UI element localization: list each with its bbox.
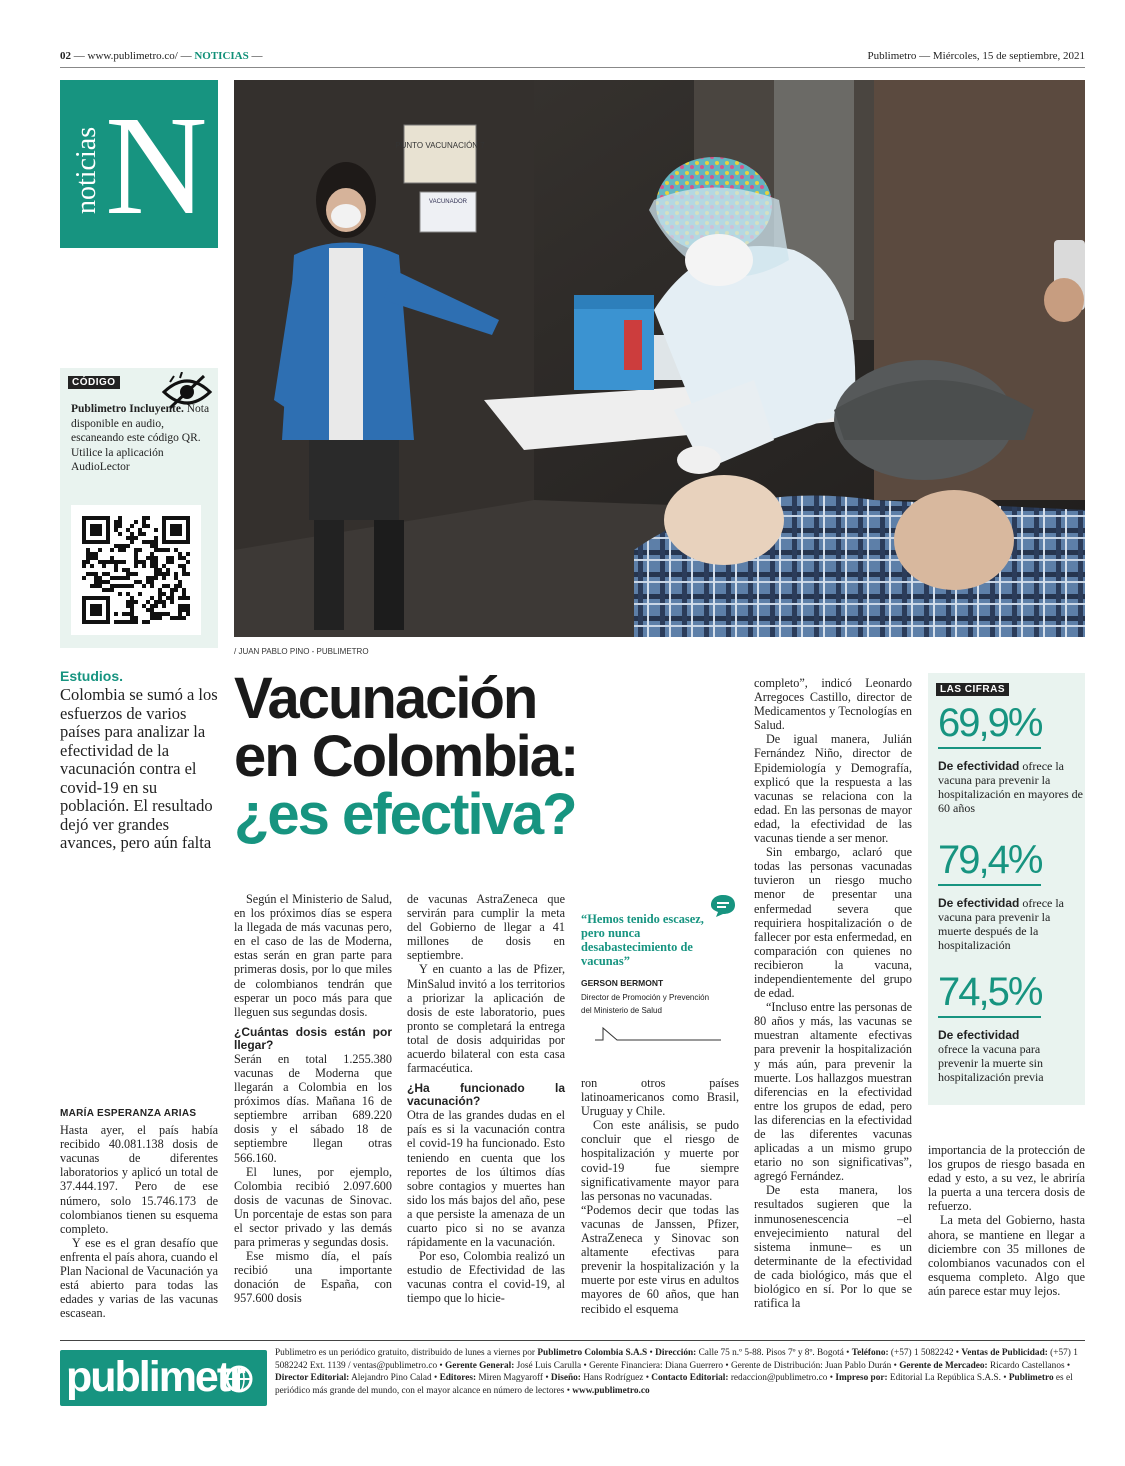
paragraph: Ese mismo día, el país recibió una importante donación de España, con 957.600 dosis [234, 1249, 392, 1306]
column-1 [60, 1107, 218, 1320]
imprint-segment: Director Editorial: [275, 1373, 350, 1384]
stat-description [938, 896, 1083, 952]
paragraph: Otra de las grandes dudas en el país es si la vacunación contra el covid-19 ha funcionado. Esto teniendo en cuenta que los reportes de los últimos días sobre contagios y muertes han sido los más bajos del año, pese a que persiste la amenaza de un cuarto pico si no se avanza rápidamente en la vacunación. [407, 1108, 565, 1250]
qr-code[interactable] [71, 505, 201, 635]
quote-author: GERSON BERMONT [581, 978, 664, 988]
imprint-segment: Dirección: [655, 1348, 697, 1358]
code-tag: CÓDIGO [68, 376, 120, 389]
subheading: ¿Cuántas dosis están por llegar? [234, 1024, 392, 1052]
paragraph: Y en cuanto a las de Pfizer, MinSalud invitó a los territorios a priorizar la aplicación de dosis de este laboratorio, pues pronto se completará la entrega total de dosis adquiridas por acuerdo bilateral con esta casa farmacéutica. [407, 962, 565, 1076]
imprint-segment: Contacto Editorial: [651, 1373, 729, 1384]
photo-credit: / JUAN PABLO PINO - PUBLIMETRO [234, 647, 369, 656]
stat-rest: ofrece la vacuna para prevenir la muerte sin hospitalización previa [938, 1042, 1044, 1084]
page-header [60, 50, 1085, 66]
headline-line-2: en Colombia: [234, 724, 578, 789]
article-lead-box [60, 668, 220, 853]
logo-text: publimetr [66, 1353, 244, 1401]
imprint-segment: www.publimetro.co [572, 1385, 650, 1396]
paragraph: importancia de la protección de los grupos de riesgo basada en edad y esto, a su vez, le abriría la puerta a una tercera dosis de refuerzo. [928, 1143, 1085, 1214]
paragraph: Según el Ministerio de Salud, en los próximos días se espera la llegada de más vacunas pero, en el caso de las de Moderna, estas serán en gran parte para primeras dosis, por lo que miles de colombianos tendrán que esperar un poco más para que lleguen sus segundas dosis. [234, 892, 392, 1019]
paragraph: De igual manera, Julián Fernández Niño, director de Epidemiología y Demografía, explicó que la respuesta a las vacunas se relaciona con la edad. En las personas de mayor edad, la efectividad de las vacunas tiende a ser menor. [754, 732, 912, 846]
imprint-segment: Impreso por: [835, 1373, 888, 1384]
section-logo-word: noticias [71, 126, 102, 214]
paragraph: La meta del Gobierno, hasta ahora, se mantiene en llegar a diciembre con 35 millones de colombianos vacunados con el esquema completo. Algo que aún parece estar muy lejos. [928, 1213, 1085, 1298]
paragraph: Hasta ayer, el país había recibido 40.081.138 dosis de vacunas de diferentes laboratorios y aplicó un total de 37.444.197. Pero de ese número, solo 15.746.173 de colombianos tienen su esquema completo. [60, 1123, 218, 1236]
vaccination-photo-illustration [234, 80, 1085, 637]
paragraph: de vacunas AstraZeneca que servirán para cumplir la meta del Gobierno de llegar a 41 millones de dosis en septiembre. [407, 892, 565, 963]
byline: MARÍA ESPERANZA ARIAS [60, 1108, 197, 1119]
imprint-segment: Gerente General: [445, 1360, 515, 1371]
headline-line-3: ¿es efectiva? [234, 782, 576, 847]
paragraph: El lunes, por ejemplo, Colombia recibió 2.097.600 dosis de vacunas de Sinovac. Un porcentaje de estas son para el sector privado y las demás para primeras y segundas dosis. [234, 1164, 392, 1250]
paragraph: De esta manera, los resultados sugieren que la inmunosenescencia –el envejecimiento natural del sistema inmune– es un determinante de la efectividad de cada biológico, más que el biológico en sí. Por lo que se ratifica la [754, 1183, 912, 1311]
stat-bold: De efectividad [938, 1028, 1020, 1042]
photo-sign-2: VACUNADOR [429, 199, 467, 205]
hero-photo [234, 80, 1085, 637]
code-title: Publimetro Incluyente. [71, 403, 184, 415]
imprint-segment: Ventas de Publicidad: [961, 1348, 1048, 1358]
quote-text: “Hemos tenido escasez, pero nunca desabastecimiento de vacunas” [581, 912, 704, 968]
page-number: 02 [60, 50, 71, 62]
code-description: Nota disponible en audio, escaneando este código QR. Utilice la aplicación AudioLector [71, 403, 210, 473]
paragraph: ron otros países latinoamericanos como Brasil, Uruguay y Chile. [581, 1076, 739, 1119]
code-box [60, 368, 218, 648]
stat-number: 74,5% [938, 968, 1041, 1018]
section-name: NOTICIAS [194, 50, 249, 62]
paragraph: Sin embargo, aclaró que todas las personas vacunadas tuvieron un riesgo mucho menor de presentar una enfermedad severa que requiriera hospitalización o de fallecer por esta enfermedad, en comparación con quienes no recibieron la vacuna, independientemente del grupo de edad. [754, 845, 912, 1001]
column-6 [928, 1143, 1085, 1298]
imprint-segment: Publimetro [1008, 1373, 1054, 1384]
header-date: Publimetro — Miércoles, 15 de septiembre, 2021 [867, 50, 1085, 62]
stat-bold: De efectividad [938, 896, 1020, 910]
headline [234, 666, 714, 847]
stat-number: 69,9% [938, 699, 1041, 749]
quote-divider [595, 1026, 721, 1042]
imprint-segment: Diseño: [550, 1373, 581, 1384]
globe-icon [225, 1365, 253, 1393]
imprint-segment: Editores: [439, 1373, 477, 1384]
column-3 [407, 892, 565, 1306]
paragraph: “Incluso entre las personas de 80 años y más, las vacunas se muestran altamente efectivas para prevenir la hospitalización y más aún, para prevenir la muerte. Los hallazgos muestran diferencias en la efectividad entre los grupos de edad, pero las diferencias en la efectividad de las diferentes vacunas aplicadas a un mismo grupo etario no son significativas”, agregó Fernández. [754, 1000, 912, 1184]
imprint-segment: Publimetro es un periódico gratuito, distribuido de lunes a viernes por [275, 1348, 538, 1358]
imprint-segment: Ricardo Castellanos • [987, 1360, 1071, 1371]
paragraph: Serán en total 1.255.380 vacunas de Moderna que llegarán a Colombia en los próximos días. Mañana 16 de septiembre arriban 689.220 dosis y el sábado 18 de septiembre llegan otras 566.160. [234, 1051, 392, 1165]
imprint-segment: • [647, 1348, 656, 1358]
figures-tag: LAS CIFRAS [936, 683, 1009, 696]
lead-text: Colombia se sumó a los esfuerzos de varios países para analizar la efectividad de la vacunación contra el covid-19 en su población. El resultado dejó ver grandes avances, pero aún falta [60, 685, 218, 852]
header-rule [60, 67, 1085, 68]
stat-description [938, 1028, 1083, 1084]
photo-sign-1: PUNTO VACUNACIÓN 7 [395, 141, 485, 150]
paragraph: completo”, indicó Leonardo Arregoces Castillo, director de Medicamentos y Tecnologías en Salud. [754, 676, 912, 733]
qr-code-icon [82, 516, 190, 624]
figures-box [928, 673, 1085, 1105]
stat-item [938, 968, 1083, 1084]
imprint-segment: Gerente de Mercadeo: [899, 1360, 988, 1371]
subheading: ¿Ha funcionado la vacunación? [407, 1081, 565, 1109]
imprint-text [275, 1347, 1085, 1397]
stat-item [938, 836, 1083, 952]
paragraph: Con este análisis, se pudo concluir que el riesgo de hospitalización y muerte por covid-19 fue siempre significativamente mayor para las personas no vacunadas. [581, 1118, 739, 1203]
imprint-segment: Alejandro Pino Calad • [349, 1373, 440, 1384]
footer-rule [60, 1340, 1085, 1341]
stat-number: 79,4% [938, 836, 1041, 886]
code-text [71, 402, 211, 475]
imprint-segment: es el periódico más grande del mundo, con el mayor alcance en número de lectores • [275, 1373, 1073, 1396]
header-left: 02 — www.publimetro.co/ — NOTICIAS — [60, 50, 263, 62]
imprint-segment: (+57) 1 5082242 • [888, 1348, 962, 1358]
imprint-segment: José Luis Carulla • Gerente Financiera: Diana Guerrero • Gerente de Distribución: Juan Pablo Durán • [514, 1360, 900, 1371]
column-4 [581, 1076, 739, 1316]
stat-item [938, 699, 1083, 815]
stat-rest: ofrece la vacuna para prevenir la hospitalización en mayores de 60 años [938, 759, 1083, 815]
stat-bold: De efectividad [938, 759, 1020, 773]
paragraph: “Podemos decir que todas las vacunas de Janssen, Pfizer, AstraZeneca y Sinovac son altamente efectivas para prevenir la hospitalización y la muerte por este virus en adultos mayores de 60 años, que han recibido el esquema [581, 1202, 739, 1316]
paragraph: Y ese es el gran desafío que enfrenta el país ahora, cuando el Plan Nacional de Vacunación ya está abierto para todas las edades y varias de las vacunas escasean. [60, 1235, 218, 1321]
imprint-segment: Hans Rodríguez • [580, 1373, 652, 1384]
imprint-segment: (+57) 1 5082242 Ext. 1139 / ventas@publimetro.co • [275, 1348, 1078, 1371]
section-logo [60, 80, 218, 248]
quote-author-role: Director de Promoción y Prevención del Ministerio de Salud [581, 993, 710, 1015]
imprint-segment: redaccion@publimetro.co • [728, 1373, 836, 1384]
imprint-segment: Editorial La República S.A.S. • [887, 1373, 1009, 1384]
stat-description [938, 759, 1083, 815]
publimetro-logo [60, 1350, 267, 1406]
column-5 [754, 676, 912, 1310]
site-url[interactable]: www.publimetro.co/ [87, 50, 178, 62]
imprint-segment: Publimetro Colombia S.A.S [537, 1348, 648, 1358]
imprint-segment: Calle 75 n.º 5-88. Pisos 7º y 8º. Bogotá • [696, 1348, 852, 1358]
stat-rest: ofrece la vacuna para prevenir la muerte después de la hospitalización [938, 896, 1065, 952]
column-2 [234, 892, 392, 1306]
paragraph: Por eso, Colombia realizó un estudio de Efectividad de las vacunas contra el covid-19, al tiempo que lo hicie- [407, 1249, 565, 1306]
imprint-segment: Miren Magyaroff • [476, 1373, 551, 1384]
section-logo-letter: N [105, 86, 208, 244]
headline-line-1: Vacunación [234, 666, 537, 731]
kicker: Estudios. [60, 668, 124, 684]
imprint-segment: Teléfono: [851, 1348, 889, 1358]
